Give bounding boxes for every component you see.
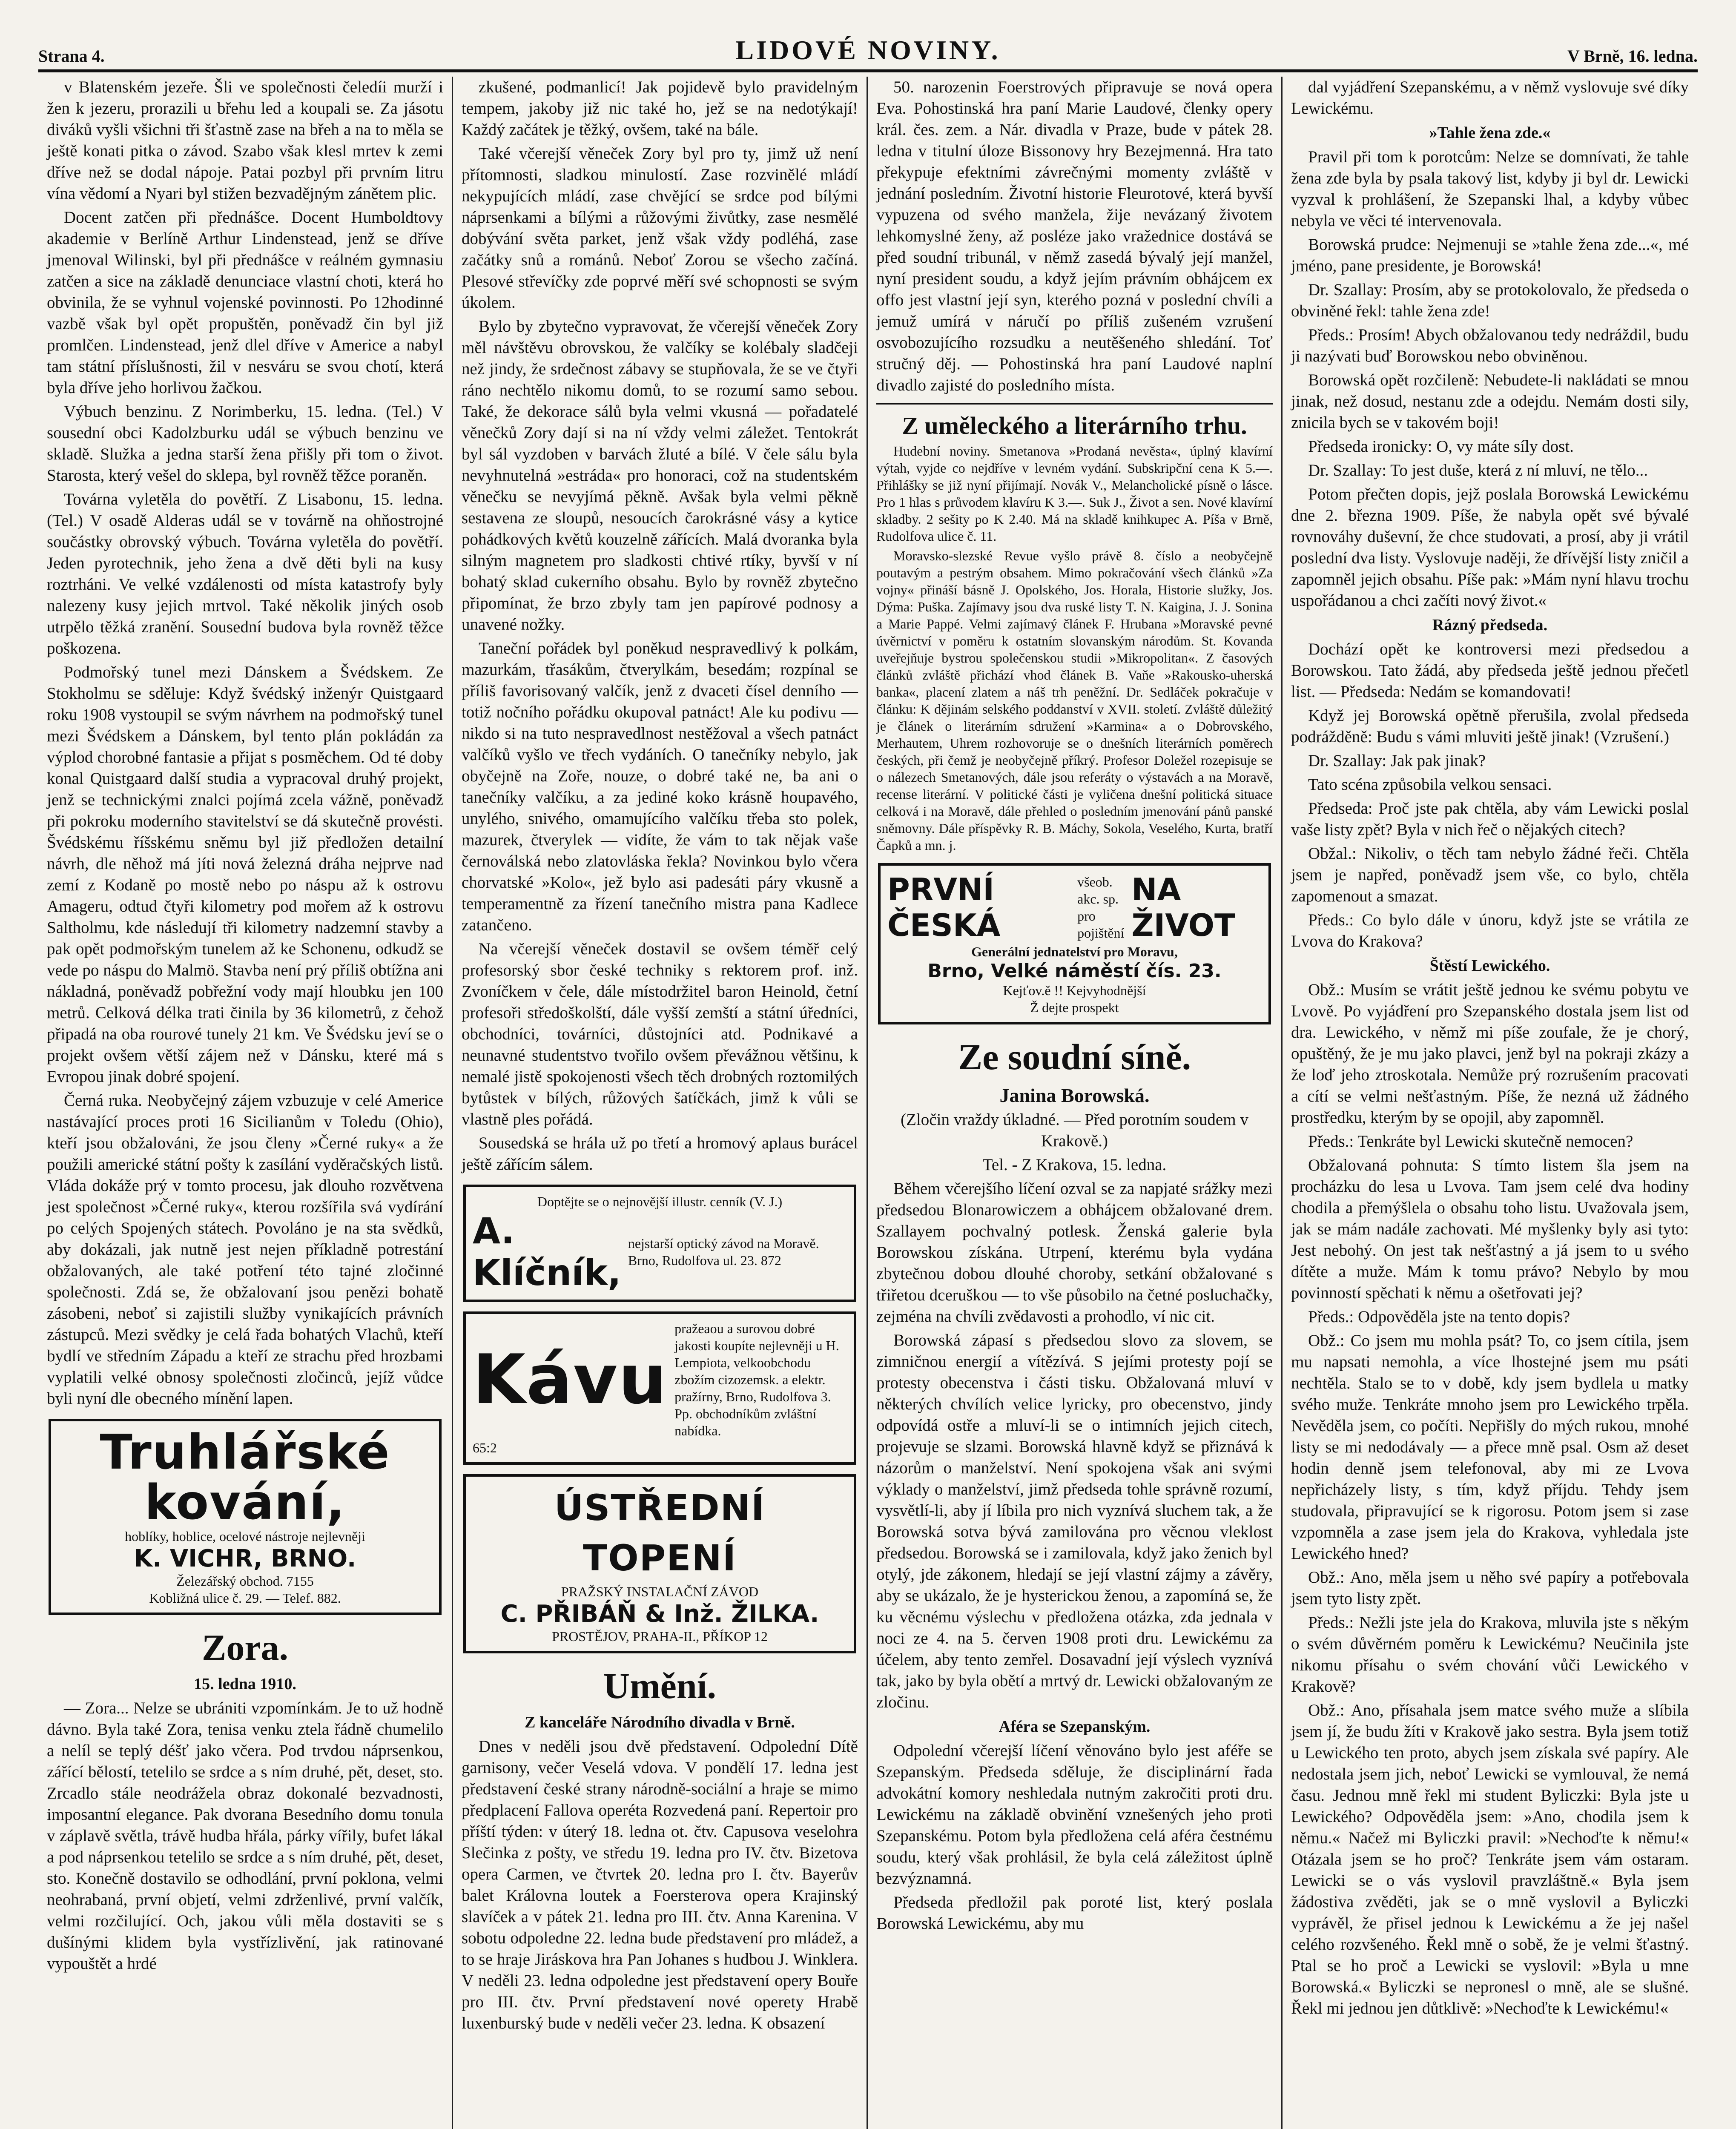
article-paragraph: Výbuch benzinu. Z Norimberku, 15. ledna. (Tel.) V sousední obci Kadolzburku udál se výbuch benzinu ve skladě. Služka a jedna starší žena přišly při tom o život. Starosta, který vešel do sklepa, byl rovněž těžce poraněn. <box>47 402 443 485</box>
article-paragraph: Hudební noviny. Smetanova »Prodaná nevěsta«, úplný klavírní výtah, vyjde co nejdříve v levném vydání. Subskripční cena K 5.—. Přihlášky se již nyní přijímají. Novák V., Melancholické písně o lásce. Pro 1 hlas s průvodem klavíru K 3.—. Suk J., Život a sen. Nové klavírní skladby. 2 sešity po K 2.40. Má na skladě knihkupec A. Píša v Brně, Rudolfova ulice č. 11. <box>876 443 1273 544</box>
section-subtitle: Z kanceláře Národního divadla v Brně. <box>525 1713 795 1731</box>
ad-text: Železářský obchod. 7155 <box>176 1573 314 1589</box>
advertisement-klicnik <box>463 1185 856 1302</box>
article-paragraph: Odpolední včerejší líčení věnováno bylo jest aféře se Szepanským. Předseda sděluje, že disciplinární řada advokátní komory neshledala nutným zakročiti proti dru. Lewickému na základě obvinění vznešených jeho proti Szepanskému. Potom byla předložena celá aféra čestnému soudu, který však prohlásil, že byla celá záležitost úplně bezvýznamná. <box>876 1742 1273 1888</box>
column-1 <box>38 77 453 2129</box>
ad-number: 7155 <box>286 1573 314 1589</box>
advertisement-prvni-ceska <box>878 863 1271 1024</box>
article-paragraph: v Blatenském jezeře. Šli ve společnosti čeledíi murží i žen k jezeru, prorazili u břehu led a koupali se. Za jásotu diváků vyšli všichni tři šťastně zase na břeh a na to měla se ještě konati pitka o závod. Szabo však klesl mrtev k zemi dříve než se dodal nápoje. Patai pozbyl při prvním litru vína vědomí a Nyari byl stižen bezvadějným zánětem plic. <box>47 78 443 203</box>
article-paragraph: Dochází opět ke kontroversi mezi předsedou a Borowskou. Tato žádá, aby předseda ještě jednou přečetl list. — Předseda: Nedám se komandovati! <box>1291 640 1689 701</box>
ad-address: PROSTĚJOV, PRAHA-II., PŘÍKOP 12 <box>552 1629 768 1644</box>
ad-text: pražeaou a surovou dobré jakosti koupíte nejlevněji u H. Lempiota, velkoobchodu zbožím cizozemsk. a elektr. pražírny, Brno, Rudolfova 3. Pp. obchodníkům zvláštní nabídka. <box>674 1321 839 1438</box>
columns <box>38 77 1698 2129</box>
column-2 <box>453 77 868 2129</box>
article-paragraph: Borowská prudce: Nejmenuji se »tahle žena zde...«, mé jméno, pane presidente, je Borowská! <box>1291 235 1689 275</box>
divider <box>876 403 1273 405</box>
ad-text: Ž dejte prospekt <box>1030 1000 1119 1015</box>
ad-company: K. VICHR, BRNO. <box>134 1545 356 1572</box>
ad-title: Kávu <box>473 1340 668 1419</box>
advertisement-vichr <box>49 1419 442 1615</box>
advertisement-kavu <box>463 1311 856 1465</box>
article-paragraph: Dnes v neděli jsou dvě představení. Odpolední Dítě garnisony, večer Veselá vdova. V pondělí 17. ledna jest představení české strany národně-sociální a hraje se mimo předplacení Fallova operéta Rozvedená paní. Repertoir pro příští týden: v úterý 18. ledna ot. čtv. Capusova veselohra Slečinka z pošty, ve středu 19. ledna pro IV. čtv. Bizetova opera Carmen, ve čtvrtek 20. ledna pro I. čtv. Bayerův balet Královna loutek a Foersterova opera Krajinský slavíček a v pátek 21. ledna pro III. čtv. Anna Karenina. V sobotu odpoledne 22. ledna bude představení pro mládež, a to se hraje Jiráskova hra Pan Johanes s hudbou J. Winklera. V neděli 23. ledna odpoledne jest představení opery Bouře pro III. čtv. První představení nové operety Hrabě luxenburský bude v neděli večer 23. ledna. K obsazení <box>462 1737 858 2032</box>
ad-text: PRAŽSKÝ INSTALAČNÍ ZÁVOD <box>561 1584 759 1599</box>
article-paragraph: Taneční pořádek byl poněkud nespravedlivý k polkám, mazurkám, třasákům, čtverylkám, besedám; rozpínal se příliš favorisovaný valčík, jenž z dvaceti čísel denního — totiž nočního pořádku okupoval patnáct! Ale ku podivu — nikdo si na tuto nespravedlnost nestěžoval a všech patnáct valčíků vyšlo ve třech vydáních. O tanečníky nebylo, jak obyčejně na Zoře, nouze, o dobré také ne, ba ani o tanečníky valčíku, a za jediné koko krásně houpavého, unylého, snivého, omamujícího valčíku třeba sto polek, mazurek, čtverylek — vidíte, že vám to tak nějak vaše černoválská nebo zlatovláska řekla? Novinkou bylo včera chorvatské »Kolo«, jež bylo asi padesáti páry vkusně a temperamentně za řízení tanečního mistra pana Kadlece zatančeno. <box>462 639 858 934</box>
advertisement-topeni <box>463 1474 856 1653</box>
article-paragraph: Obž.: Musím se vrátit ještě jednou ke svému pobytu ve Lvově. Po vyjádření pro Szepanského dostala jsem list od dra. Lewického, v němž mi píše zoufale, že je chorý, opuštěný, že je mu jako plavci, jenž byl na pokraji zkázy a že loď jeho ztroskotala. Nemůže prý rozrušením pracovati a cítí se velmi nešťastným. Píše, že nezná už žádného prostředku, kterým by se opojil, aby zapomněl. <box>1291 981 1689 1127</box>
article-subtitle: (Zločin vraždy úkladné. — Před porotním soudem v Krakově.) <box>901 1110 1248 1150</box>
ad-company: A. Klíčník, <box>473 1210 621 1294</box>
article-paragraph: Obž.: Co jsem mu mohla psát? To, co jsem cítila, jsem mu napsati nemohla, a více lhostejné jsem mu psáti nechtěla. Stalo se to v době, kdy jsem bydlela u matky svého muže. Tenkráte mnoho jsem pro Lewického trpěla. Nevěděla jsem, co počíti. Nepřišly do mých rukou, mnohé listy se mi nedodávaly — a přece mně psal. Osm až deset hodin denně jsem telefonoval, aby mi ze Lvova nepřicházely listy, s tím, když příjdu. Tehdy jsem studovala, připravující se k rigorosu. Potom jsem si zase vzpomněla a zase jsem jela do Krakova, vyhledala jste Lewického hned? <box>1291 1331 1689 1563</box>
article-paragraph: 50. narozenin Foerstrových připravuje se nová opera Eva. Pohostinská hra paní Marie Laudové, členky opery král. čes. zem. a Nár. divadla v Praze, bude v pátek 28. ledna v titulní úloze Bissonovy hry Bezejmenná. Hra tato překypuje efektními závrečnými momenty zvláště v jednání posledním. Životní historie Fleurotové, která byvší vypuzena od svého manžela, žije nevázaný životem lehkomyslné ženy, až posléze jako vražednice dostává se před soudní tribunál, v němž zasedá bývalý její manžel, nyní president soudu, a když jejím právním obhájcem ex offo jest vlastní její syn, kterého pozná v poslední chvíli a jemuž umírá v náručí po příliš zušeném vzrušení osvobozujícího rozsudku a neutěšeného shledání. Toť stručný děj. — Pohostinská hra paní Laudové naplní divadlo zajisté do posledního místa. <box>876 78 1273 394</box>
article-paragraph: Černá ruka. Neobyčejný zájem vzbuzuje v celé Americe nastávající proces proti 16 Sicilianům v Toledu (Ohio), kteří jsou obžalováni, že jsou členy »Černé ruky« a že použili americké státní pošty k zasílání vyděračských listů. Vláda dokáže prý v tomto procesu, jak dlouho rozvětvena jest společnost »Černé ruky«, kterou rozšířila svá vydírání po celých Spojených státech. Povoláno je na sta svědků, aby dokázali, jak nutně jest nejen příkladně potrestání obžalovaných, ale také potření této tajné zločinné společnosti. Zdá se, že obžalovaní jsou penězi bohatě zásobeni, neboť si zajistili služby vynikajících právních zástupců. Mezi svědky je celá řada bohatých Vlachů, kteří bydlí ve středním Západu a kteří ze strachu před hrozbami vyplatili velké obnosy společnosti zločinců, jejíž vůdce byli nyní dle obecného mínění lapen. <box>47 1091 443 1408</box>
zora-date: 15. ledna 1910. <box>194 1675 296 1693</box>
article-paragraph: Předs.: Prosím! Abych obžalovanou tedy nedráždil, budu ji nazývati buď Borowskou nebo obviněnou. <box>1291 326 1689 365</box>
column-4 <box>1283 77 1697 2129</box>
article-paragraph: — Zora... Nelze se ubrániti vzpomínkám. Je to už hodně dávno. Byla také Zora, tenisa venku ztela řádně chumelilo a nelíl se teplý déšť jako včera. Pod trvdou náprsenkou, zářící bělostí, tetelilo se srdce a s ním druhé, pět, deset, sto. Zrcadlo stále neodrážela obraz dokonalé bezvadnosti, imposantní elegance. Pak dvorana Besedního domu tonula v záplavě světla, trávě hudba hřála, párky vířily, bufet lákal a pod náprsenkou tetelilo se srdce a s ním druhé, pět, deset, sto. Konečně dostavilo se odhodlání, první poklona, velmi neohrabaná, první objetí, velmi zdrženlivé, první valčík, velmi rozčilující. Och, jakou vůli měla dostaviti se s dušínými klidem byla vystřízlivění, jak ratinované vypouštět a hrdé <box>47 1699 443 1973</box>
article-paragraph: Sousedská se hrála už po třetí a hromový aplaus burácel ještě zářícím sálem. <box>462 1134 858 1174</box>
subheading: »Tahle žena zde.« <box>1429 124 1551 142</box>
section-title-umeni: Umění. <box>603 1665 717 1706</box>
section-title-court: Ze soudní síně. <box>958 1036 1191 1077</box>
ad-title: Truhlářské kování, <box>100 1425 390 1530</box>
ad-company: C. PŘIBÁŇ & Inž. ŽILKA. <box>500 1600 819 1628</box>
ad-text: Doptějte se o nejnovější illustr. cenník (V. J.) <box>537 1194 783 1209</box>
article-paragraph: Moravsko-slezské Revue vyšlo právě 8. číslo a neobyčejně poutavým a pestrým obsahem. Mimo pokračování všech článků »Za vojny« přináší básně J. Opolského, Jos. Horala, Historie služky, Jos. Dýma: Puška. Zajímavy jsou dva ruské listy T. N. Kaigina, J. J. Sonina a Marie Pappé. Velmi zajímavý článek F. Hrubana »Moravské pevné úvěrnictví v poměru k ostatním slovanským národům. St. Kovanda uveřejňuje bystrou společenskou studii »Mikropolitan«. Z časových článků zvláště přichází vhod článek B. Vaňe »Rakousko-uherská banka«, placení zlatem a náš trh peněžní. Dr. Sedláček pokračuje v článku: K dějinám selského poddanství v XVII. století. Zvláště důležitý je článek o literárním sdružení »Karmina« a o Dobrovského, Merhautem, Uhrem rozhovoruje se o dnešních literárních poměrech českých, při čemž je neobyčejně příkrý. Profesor Doležel rozepisuje se o nálezech Smetanových, dále jsou referáty o výstavách a na Moravě, recense literární. V politické části je vyličena dnešní politická situace celková i na Moravě, dále přehled o posledním jmenování pánů panské sněmovny. Dále příspěvky R. B. Máchy, Sokola, Veselého, Kurta, bratří Čapků a mn. j. <box>876 548 1273 853</box>
article-paragraph: Předs.: Tenkráte byl Lewicki skutečně nemocen? <box>1308 1132 1633 1151</box>
article-paragraph: Na včerejší věneček dostavil se ovšem téměř celý profesorský sbor české techniky s rektorem prof. inž. Zvoníčkem v čele, dále místodržitel baron Heinold, četní profesoři středoškolští, dále vyšší zemští a státní úředníci, obchodníci, továrníci, důstojníci atd. Podnikavé a neunavné studentstvo tvořilo ovšem převážnou většinu, k nemalé jistě spokojenosti všech těch drobných roztomilých bytůstek v bílých, růžových šatíčkách, jimž k vůli se vlastně ples pořádá. <box>462 940 858 1128</box>
issue-date: V Brně, 16. ledna. <box>1567 46 1698 66</box>
subheading: Štěstí Lewického. <box>1429 957 1550 975</box>
section-title-literary: Z uměleckého a literárního trhu. <box>902 412 1247 439</box>
ad-text: Generální jednatelství pro Moravu, <box>971 944 1178 959</box>
article-paragraph: Obžalovaná pohnuta: S tímto listem šla jsem na procházku do lesa u Lvova. Tam jsem celé dva hodiny chodila a přemýšlela o obsahu toho listu. Uvažovala jsem, jak se mám nadále zachovati. Mé myšlenky byly asi tyto: Jest nebohý. On jest tak nešťastný a já jsem to u svého dítěte a muže. Mám k tomu právo? Nebylo by mou povinností spěchati k němu a ošetřovati jej? <box>1291 1156 1689 1302</box>
article-paragraph: Když jej Borowská opětně přerušila, zvolal předseda podrážděně: Budu s vámi mluviti ještě jinak! (Vzrušení.) <box>1291 706 1689 746</box>
article-paragraph: dal vyjádření Szepanskému, a v němž vyslovuje své díky Lewickému. <box>1291 78 1689 118</box>
article-paragraph: Borowská opět rozčileně: Nebudete-li nakládati se mnou jinak, než dosud, nestanu zde a odejdu. Nemám dosti sily, znicila bych se v takovém boji! <box>1291 371 1689 432</box>
article-paragraph: Borowská zápasí s předsedou slovo za slovem, se zimničnou energií a vítězívá. S jejími protesty pojí se protesty obecenstva i části tisku. Obžalovaná mluví v některých chvílích velice lyricky, pro obecenstvo, jindy odpovídá ostře a mluví-li se o intimních jejich citech, projevuje se slzami. Borowská hlavně když se přiznává k názorům o manželství. Není spokojena však ani svými výklady o manželství, jimž předseda tohle správně rozumí, vysvětlí-li, aby jí líbila pro nich vyznívá sluchem tak, a že Borowská sotva bývá zamilována pro věcnou vleklost předsedou. Borowská se i zamilovala, když jako ženich byl otylý, jde zákonem, hledají se její vlastní zájmy a závěry, aby se ukázalo, že je hysterickou ženou, a zapomíná se, že ku věcnému výslechu v předložena otázka, zda jednala v noci ze 4. na 5. červen 1908 proti dru. Lewickému za účelem, aby tento zemřel. Dosavadní její výslech vyznívá tak, jako by byla obětí a mrtvý dr. Lewicki obžalovaným ze zločinu. <box>876 1331 1273 1711</box>
article-paragraph: Bylo by zbytečno vypravovat, že včerejší věneček Zory měl návštěvu obrovskou, že valčíky se kolébaly sladčeji než jindy, že srdečnost zábavy se stupňovala, že se ve čtyři ráno nechtělo nikomu domů, to se rozumí samo sebou. Také, že dekorace sálů byla velmi vkusná — pořadatelé věnečků Zory dají si na ní vždy velmi záležet. Tentokrát byl sál vyzdoben v barvách žluté a bílé. V čele sálu byla nevyhnutelná »estráda« pro honoraci, což na studentském věnečku se nevyjímá pěkně. Avšak byla velmi pěkně sestavena ze sloupů, nesoucích čarokrásné vásy a kytice pohádkových květů kouzelně zářících. Malá dvoranka byla silným magnetem pro sladkosti chtivé rtíky, byvší v ní bohatý sklad cukerního obsahu. Bylo by rovněž zbytečno připomínat, že brzo zbyly tam jen papírové podnosy a unavené nožky. <box>462 317 858 634</box>
article-paragraph: Obž.: Ano, měla jsem u něho své papíry a potřebovala jsem tyto listy zpět. <box>1291 1568 1689 1608</box>
masthead <box>38 26 1698 72</box>
article-paragraph: Obžal.: Nikoliv, o těch tam nebylo žádné řeči. Chtěla jsem je napřed, poněvadž jsem vše, co bylo, chtěla zapomenout a smazat. <box>1291 844 1689 905</box>
article-paragraph: Předseda: Proč jste pak chtěla, aby vám Lewicki poslal vaše listy zpět? Byla v nich řeč o nějakých citech? <box>1291 799 1689 839</box>
article-title: Janina Borowská. <box>999 1085 1150 1106</box>
ad-text: Kejťov.ě !! Kejvyhodnější <box>1003 983 1146 998</box>
dateline: Tel. - Z Krakova, 15. ledna. <box>982 1156 1167 1174</box>
page-number: Strana 4. <box>38 46 105 66</box>
article-paragraph: Dr. Szallay: Prosím, aby se protokolovalo, že předseda o obviněné řekl: tahle žena zde! <box>1291 281 1689 320</box>
article-paragraph: Pravil při tom k porotcům: Nelze se domnívati, že tahle žena zde byla by psala takový list, kdyby ji byl dr. Lewicki vyzval k prohlášení, že Szepanski lhal, a kdyby vůbec nebyla ve věci té intervenovala. <box>1291 148 1689 230</box>
article-paragraph: Dr. Szallay: To jest duše, která z ní mluví, ne tělo... <box>1308 461 1648 479</box>
ad-number: 872 <box>760 1253 781 1268</box>
ad-text: hoblíky, hoblice, ocelové nástroje nejlevněji <box>125 1529 365 1544</box>
article-paragraph: Během včerejšího líčení ozval se za napjaté srážky mezi předsedou Blonarowiczem a obhájcem obžalované drem. Szallayem pochvalný potlesk. Ženská galerie byla Borowskou získána. Utrpení, kterému byla vydána zbytečnou dobou dlouhé choroby, setkání obžalované s třiřetou dceruškou — to vše působilo na četné posluchačky, zejména na chvíli zvědavosti a prohodlo, ví nic cit. <box>876 1179 1273 1326</box>
column-3 <box>868 77 1283 2129</box>
ad-title: NA ŽIVOT <box>1131 872 1236 943</box>
article-paragraph: Předseda ironicky: O, vy máte síly dost. <box>1308 437 1574 456</box>
ad-text: nejstarší optický závod na Moravě. Brno, Rudolfova ul. 23. 872 <box>628 1236 819 1268</box>
article-paragraph: Také včerejší věneček Zory byl pro ty, jimž už není přítomnosti, sladkou minulostí. Zase rozvinělé mládí nekypujících mládí, zase chvějící se srdce pod bílými náprsenkami a bílými a růžovými živůtky, zase nesmělé dobývání světa parket, jenž však vždy podléhá, zase začátky snů a románů. Neboť Zorou se všecho začíná. Plesové střevíčky zde poprvé měří své schopnosti se svým úkolem. <box>462 144 858 312</box>
subheading: Aféra se Szepanským. <box>999 1718 1151 1736</box>
ad-text: všeob. akc. sp. pro pojištění <box>1077 874 1125 941</box>
newspaper-title: LIDOVÉ NOVINY. <box>735 35 1001 65</box>
article-paragraph: Podmořský tunel mezi Dánskem a Švédskem. Ze Stokholmu se sděluje: Když švédský inženýr Quistgaard roku 1908 vystoupil se svým návrhem na podmořský tunel mezi Švédskem a Dánskem, byl tento plán pokládán za výplod chorobné fantasie a přijat s posměchem. Od té doby konal Quistgaard další studia a vypracoval druhý projekt, jenž se technickými znalci pojímá zcela vážně, poněvadž při pokroku moderního stavitelství se dá skutečně provésti. Švédskému říšskému sněmu byl již předložen detailní návrh, dle něhož má jíti nová železná dráha nejprve nad zemí z Kodaně po mostě nebo po náspu až k ostrovu Amageru, odtud čtyři kilometry pod mořem až k ostrovu Saltholmu, kde následují tři kilometry nadzemní stavby a pak opět podmořským tunelem až ke Schonenu, odkudž se vede po náspu do Malmö. Stavba není prý příliš obtížna ani nákladná, poněvadž pobřežní vody mají hloubku jen 100 metrů. Celková délka trati činila by 36 kilometrů, z čehož připadá na oba rourové tunely 21 km. Ve Švédsku jeví se o projekt ovšem větší zájem než v Dánsku, které má s Evropou jinak dobré spojení. <box>47 663 443 1086</box>
article-paragraph: Docent zatčen při přednášce. Docent Humboldtovy akademie v Berlíně Arthur Lindenstead, jenž se dříve jmenoval Wilinski, byl při přednášce v reálném gymnasiu zatčen a sice na základě denunciace vlastní choti, která ho obvinila, že se vyhnul vojenské povinnosti. Po 12hodinné vazbě však byl opět propuštěn, poněvadž čin byl již promlčen. Lindenstead, jenž dlel dříve v Americe a nabyl tam státní příslušnosti, žil v nesváru se svou chotí, která byla dříve jeho horlivou žačkou. <box>47 208 443 397</box>
ad-address: Brno, Velké náměstí čís. 23. <box>927 960 1222 982</box>
article-paragraph: Obž.: Ano, přísahala jsem matce svého muže a slíbila jsem jí, že budu žíti v Krakově jako sestra. Byla jsem totiž u Lewického ten proto, abych jsem získala své papíry. Ale nedostala jsem jich, neboť Lewicki se vymlouval, že nemá času. Jednou mně řekl mi student Byliczki: Byla jste u Lewického? Odpověděla jsem: »Ano, chodila jsem k němu.« Načež mi Byliczki pravil: »Nechoďte k němu!« Otázala jsem se ho proč? Tenkráte jsem vám ostaram. Lewicki se o vás vyslovil pravzláštně.« Byla jsem žádostiva zvěděti, jak se o mně vyslovil a Byliczki vyprávěl, že přisel jednou k Lewickému a že jej našel celého rozvšeného. Řekl mně o sobě, že je velmi šťastný. Ptal se ho proč a Lewicki se vyslovil: »Byla u mne Borowská.« Byliczki se nepronesl o mně, ale se slušné. Řekl mi jednou jen důtklivě: »Nechoďte k Lewickému!« <box>1291 1701 1689 2017</box>
ad-number: 65:2 <box>473 1440 497 1455</box>
article-paragraph: Továrna vyletěla do povětří. Z Lisabonu, 15. ledna. (Tel.) V osadě Alderas udál se v továrně na ohňostrojné součástky obrovský výbuch. Továrna vyletěla do povětří. Jeden pyrotechnik, jeho žena a dvě děti byli na kusy roztrháni. Ve velké vzdálenosti od místa katastrofy byly nalezeny kusy jejich mrtvol. Také několik jiných osob utrpělo těžká zranění. Sousední budova byla rovněž těžce poškozena. <box>47 490 443 657</box>
article-paragraph: Předs.: Co bylo dále v únoru, když jste se vrátila ze Lvova do Krakova? <box>1291 911 1689 950</box>
ad-title: PRVNÍ ČESKÁ <box>887 872 1001 943</box>
article-paragraph: Dr. Szallay: Jak pak jinak? <box>1308 752 1486 770</box>
article-paragraph: Tato scéna způsobila velkou sensaci. <box>1308 775 1552 794</box>
article-paragraph: Předs.: Nežli jste jela do Krakova, mluvila jste s někým o svém důvěrném poměru k Lewickému? Neučinila jste nikomu přísahu o svém chování vůči Lewického v Krakově? <box>1291 1613 1689 1696</box>
article-paragraph: Předseda předložil pak poroté list, který poslala Borowská Lewickému, aby mu <box>876 1893 1273 1933</box>
subheading: Rázný předseda. <box>1432 616 1548 634</box>
ad-title: ÚSTŘEDNÍ TOPENÍ <box>554 1487 766 1579</box>
section-title-zora: Zora. <box>201 1627 289 1668</box>
article-paragraph: Potom přečten dopis, jejž poslala Borowská Lewickému dne 2. března 1909. Píše, že nabyla opět své bývalé rovnováhy duševní, že chce studovati, a prosí, aby ji vrátil poslední dva listy. Vyslovuje naději, že dřívější listy zničil a zapomněl jejich obsahu. Píše pak: »Mám nyní hlavu trochu uspořádanou a chci začíti nový život.« <box>1291 485 1689 610</box>
article-paragraph: Předs.: Odpověděla jste na tento dopis? <box>1308 1308 1570 1326</box>
ad-address: Kobližná ulice č. 29. — Telef. 882. <box>149 1590 341 1606</box>
article-paragraph: zkušené, podmanlicí! Jak pojidevě bylo pravidelným tempem, jakoby již nic také ho, jež se na nedotýkají! Každý začátek je těžký, ovšem, také na bále. <box>462 78 858 139</box>
